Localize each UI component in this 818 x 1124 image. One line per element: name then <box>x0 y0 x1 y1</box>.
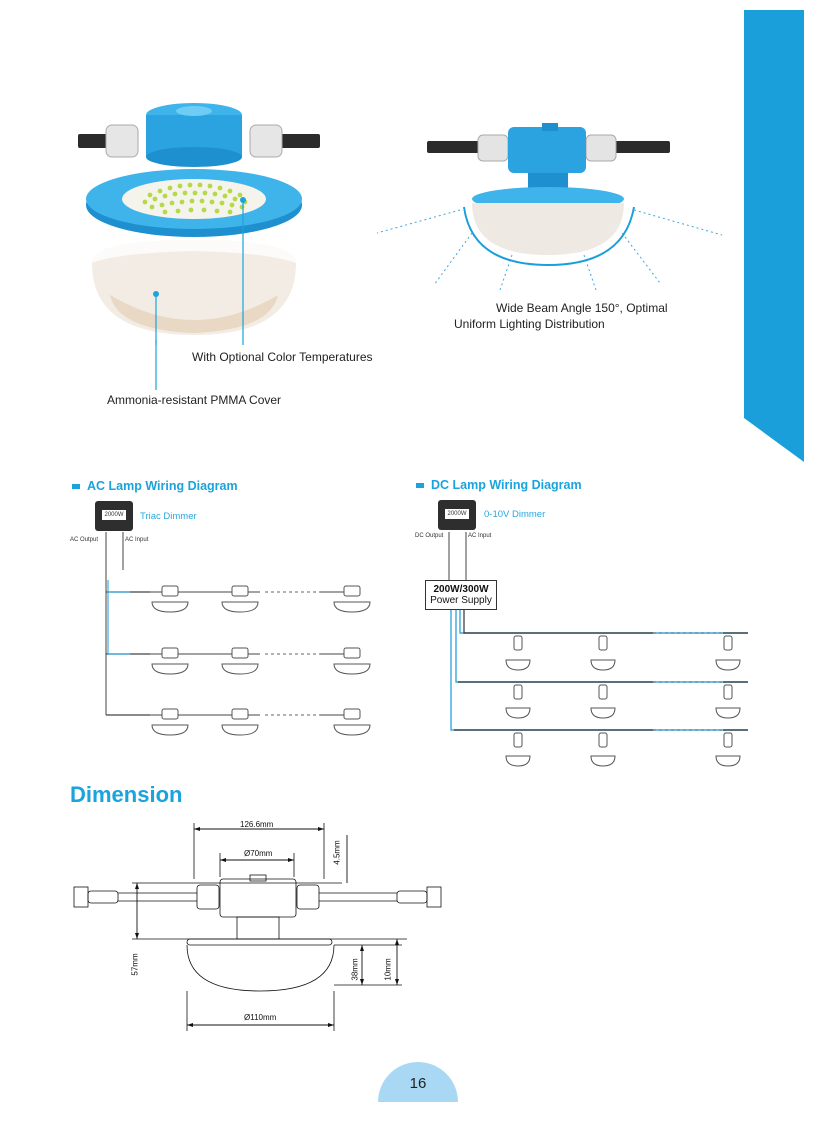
dim-width-total: 126.6mm <box>240 820 274 829</box>
ac-diagram-title-text: AC Lamp Wiring Diagram <box>87 479 238 493</box>
product-assembled-beam-illustration <box>372 115 727 295</box>
dim-height-cover: 38mm <box>350 958 360 981</box>
page-number: 16 <box>409 1075 427 1092</box>
dim-height-ring: 10mm <box>383 958 393 981</box>
dimension-heading: Dimension <box>70 782 183 807</box>
dc-diagram-title-text: DC Lamp Wiring Diagram <box>431 478 582 492</box>
page-number-badge <box>378 1062 458 1102</box>
dim-thickness-top: 4.5mm <box>332 840 342 865</box>
dim-diameter-top: Ø70mm <box>244 849 273 858</box>
power-supply-box <box>425 580 497 610</box>
callout-line-cover <box>154 340 158 390</box>
callout-color-temperatures: With Optional Color Temperatures <box>192 350 373 364</box>
ac-wiring-diagram <box>70 530 390 740</box>
callout-beam-line2: Uniform Lighting Distribution <box>454 317 605 331</box>
dc-input-label: AC Input <box>468 533 492 539</box>
dc-dimmer-box <box>438 500 476 530</box>
callout-beam-line1: Wide Beam Angle 150°, Optimal <box>496 301 668 315</box>
dc-wiring-diagram <box>418 530 758 775</box>
dc-output-label: DC Output <box>415 533 444 539</box>
dc-dimmer-box-text: 2000W <box>445 509 469 519</box>
dc-diagram-title <box>416 478 582 492</box>
psu-line2: Power Supply <box>430 595 492 606</box>
ac-dimmer-label: Triac Dimmer <box>140 511 197 522</box>
bullet-icon <box>416 483 424 488</box>
product-exploded-illustration <box>70 95 330 345</box>
ac-dimmer-box-text: 2000W <box>102 510 126 520</box>
dim-diameter-bottom: Ø110mm <box>244 1013 277 1022</box>
bullet-icon <box>72 484 80 489</box>
ac-diagram-title <box>72 479 238 493</box>
dc-dimmer-label: 0-10V Dimmer <box>484 509 546 520</box>
ac-dimmer-box <box>95 501 133 531</box>
ac-input-label: AC Input <box>125 537 149 543</box>
dim-height-total: 57mm <box>130 953 140 976</box>
side-tab <box>744 10 804 465</box>
psu-line1: 200W/300W <box>433 584 489 595</box>
callout-pmma-cover: Ammonia-resistant PMMA Cover <box>107 393 282 407</box>
ac-output-label: AC Output <box>70 537 99 543</box>
